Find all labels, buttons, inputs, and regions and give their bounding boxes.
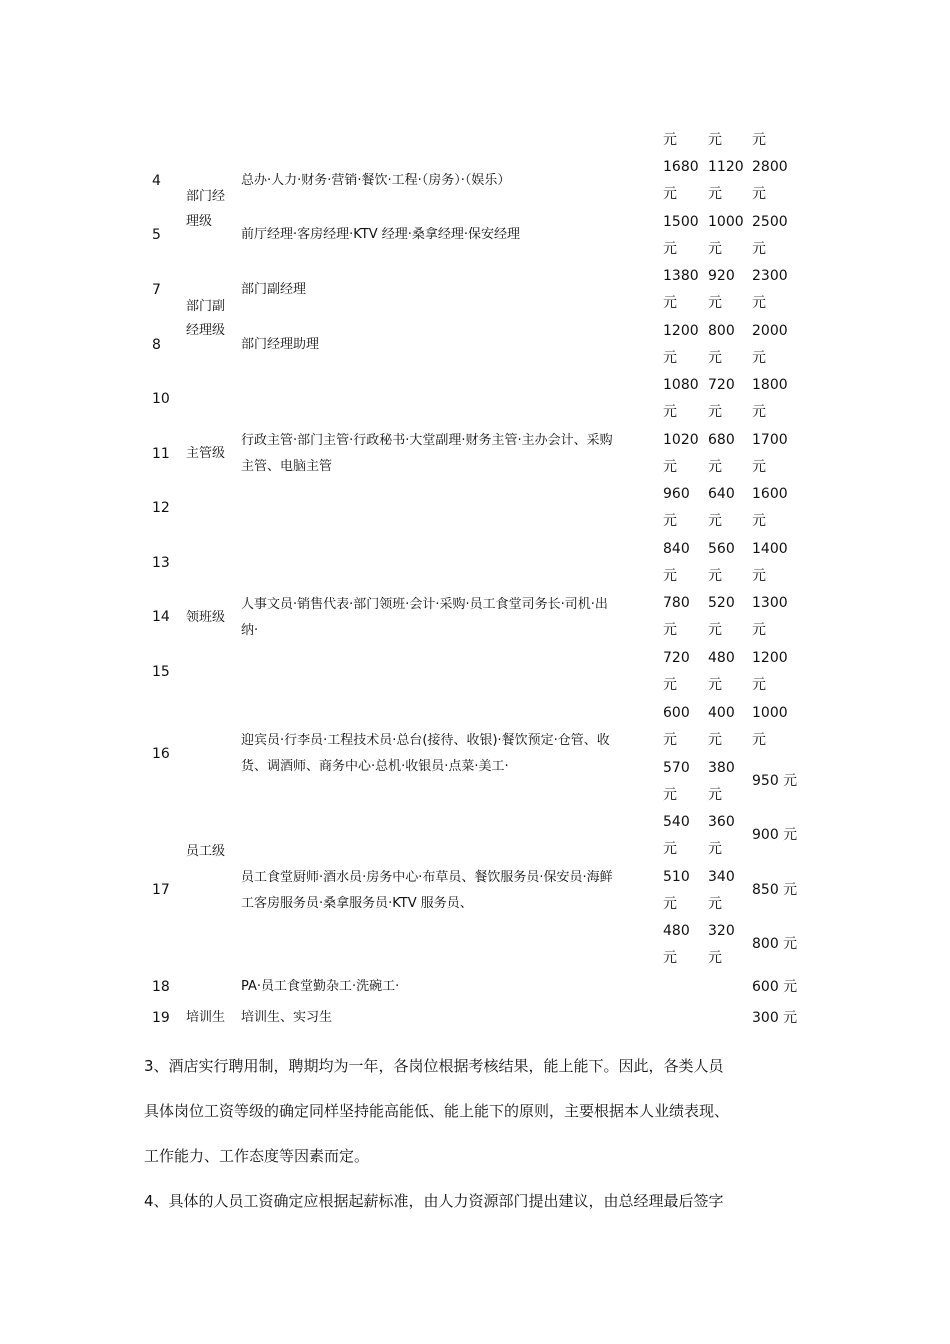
carryover-unit-a: 元: [663, 132, 677, 148]
amount-b: 920: [708, 268, 735, 284]
amount-c: 1300: [752, 595, 788, 611]
amount-unit: 元: [708, 787, 722, 803]
amount-c: 1200: [752, 650, 788, 666]
amount-a: 1020: [663, 432, 699, 448]
row-number: 19: [152, 1010, 170, 1026]
amount-unit: 元: [708, 622, 722, 638]
amount-unit: 元: [663, 622, 677, 638]
row-number: 18: [152, 979, 170, 995]
row-number: 7: [152, 282, 161, 298]
amount-a: 570: [663, 760, 690, 776]
position-list: 主管、电脑主管: [241, 459, 333, 474]
amount-b: 400: [708, 705, 735, 721]
amount-c: 1700: [752, 432, 788, 448]
amount-unit: 元: [752, 513, 766, 529]
amount-c: 900 元: [752, 827, 798, 843]
amount-unit: 元: [708, 732, 722, 748]
position-list: 总办·人力·财务·营销·餐饮·工程·（房务）·（娱乐）: [241, 173, 511, 188]
amount-b: 1120: [708, 159, 744, 175]
amount-b: 340: [708, 869, 735, 885]
row-number: 13: [152, 555, 170, 571]
amount-unit: 元: [708, 241, 722, 257]
amount-unit: 元: [663, 295, 677, 311]
paragraph-3-line: 工作能力、工作态度等因素而定。: [144, 1147, 370, 1165]
amount-b: 520: [708, 595, 735, 611]
amount-a: 1200: [663, 323, 699, 339]
amount-unit: 元: [752, 404, 766, 420]
amount-a: 1380: [663, 268, 699, 284]
position-list: 行政主管·部门主管·行政秘书·大堂副理·财务主管·主办会计、采购: [241, 433, 613, 448]
amount-unit: 元: [752, 677, 766, 693]
amount-unit: 元: [752, 350, 766, 366]
amount-a: 840: [663, 541, 690, 557]
amount-b: 380: [708, 760, 735, 776]
amount-unit: 元: [752, 459, 766, 475]
level-label: 主管级: [186, 446, 226, 461]
paragraph-4-line: 4、具体的人员工资确定应根据起薪标准，由人力资源部门提出建议，由总经理最后签字: [144, 1192, 724, 1210]
amount-b: 320: [708, 923, 735, 939]
amount-c: 1000: [752, 705, 788, 721]
row-number: 15: [152, 664, 170, 680]
carryover-unit-b: 元: [708, 132, 722, 148]
amount-a: 780: [663, 595, 690, 611]
amount-unit: 元: [663, 241, 677, 257]
amount-a: 1080: [663, 377, 699, 393]
amount-unit: 元: [708, 186, 722, 202]
carryover-unit-c: 元: [752, 132, 766, 148]
amount-a: 1680: [663, 159, 699, 175]
amount-b: 360: [708, 814, 735, 830]
amount-unit: 元: [663, 568, 677, 584]
amount-unit: 元: [663, 404, 677, 420]
position-list: 人事文员·销售代表·部门领班·会计·采购·员工食堂司务长·司机·出: [241, 597, 608, 612]
amount-c: 2300: [752, 268, 788, 284]
position-list: 工客房服务员·桑拿服务员·KTV 服务员、: [241, 896, 473, 911]
paragraph-3-line: 3、酒店实行聘用制，聘期均为一年，各岗位根据考核结果，能上能下。因此，各类人员: [144, 1057, 724, 1075]
amount-c: 2000: [752, 323, 788, 339]
amount-a: 960: [663, 486, 690, 502]
row-number: 8: [152, 337, 161, 353]
position-list: 货、调酒师、商务中心·总机·收银员·点菜·美工·: [241, 759, 509, 774]
amount-b: 560: [708, 541, 735, 557]
amount-c: 2800: [752, 159, 788, 175]
row-number: 17: [152, 882, 170, 898]
amount-unit: 元: [752, 241, 766, 257]
amount-a: 540: [663, 814, 690, 830]
amount-c: 850 元: [752, 882, 798, 898]
amount-unit: 元: [663, 350, 677, 366]
position-list: 培训生、实习生: [241, 1010, 333, 1025]
amount-a: 510: [663, 869, 690, 885]
amount-c: 2500: [752, 214, 788, 230]
row-number: 4: [152, 173, 161, 189]
amount-unit: 元: [663, 677, 677, 693]
amount-unit: 元: [708, 459, 722, 475]
amount-unit: 元: [708, 568, 722, 584]
level-label: 经理级: [186, 323, 226, 338]
amount-unit: 元: [663, 787, 677, 803]
paragraph-3-line: 具体岗位工资等级的确定同样坚持能高能低、能上能下的原则，主要根据本人业绩表现、: [144, 1102, 730, 1120]
amount-unit: 元: [752, 622, 766, 638]
amount-unit: 元: [663, 186, 677, 202]
row-number: 5: [152, 227, 161, 243]
amount-a: 720: [663, 650, 690, 666]
amount-unit: 元: [708, 513, 722, 529]
amount-a: 1500: [663, 214, 699, 230]
amount-unit: 元: [708, 841, 722, 857]
level-label: 部门经: [186, 189, 226, 204]
amount-b: 640: [708, 486, 735, 502]
amount-unit: 元: [663, 732, 677, 748]
level-label: 部门副: [186, 299, 226, 314]
amount-unit: 元: [752, 295, 766, 311]
amount-b: 1000: [708, 214, 744, 230]
row-number: 12: [152, 500, 170, 516]
row-number: 11: [152, 446, 170, 462]
position-list: 迎宾员·行李员·工程技术员·总台(接待、收银)·餐饮预定·仓管、收: [241, 733, 610, 748]
amount-c: 950 元: [752, 773, 798, 789]
amount-unit: 元: [708, 677, 722, 693]
position-list: 前厅经理·客房经理·KTV 经理·桑拿经理·保安经理: [241, 227, 521, 242]
amount-a: 600: [663, 705, 690, 721]
amount-b: 480: [708, 650, 735, 666]
position-list: 部门副经理: [241, 282, 307, 297]
amount-c: 300 元: [752, 1010, 798, 1026]
position-list: 部门经理助理: [241, 337, 320, 352]
amount-unit: 元: [663, 459, 677, 475]
position-list: 纳·: [241, 623, 259, 638]
amount-c: 800 元: [752, 936, 798, 952]
amount-b: 680: [708, 432, 735, 448]
level-label: 员工级: [186, 844, 226, 859]
level-label: 理级: [186, 214, 213, 229]
amount-unit: 元: [663, 513, 677, 529]
amount-unit: 元: [708, 404, 722, 420]
row-number: 16: [152, 746, 170, 762]
amount-unit: 元: [708, 295, 722, 311]
position-list: 员工食堂厨师·酒水员·房务中心·布草员、餐饮服务员·保安员·海鲜: [241, 870, 613, 885]
amount-unit: 元: [663, 841, 677, 857]
amount-unit: 元: [752, 568, 766, 584]
amount-c: 1400: [752, 541, 788, 557]
amount-unit: 元: [663, 896, 677, 912]
amount-unit: 元: [752, 732, 766, 748]
amount-unit: 元: [708, 896, 722, 912]
position-list: PA·员工食堂勤杂工·洗碗工·: [241, 979, 400, 994]
amount-unit: 元: [708, 350, 722, 366]
amount-c: 1800: [752, 377, 788, 393]
level-label: 培训生: [186, 1010, 226, 1025]
row-number: 14: [152, 609, 170, 625]
row-number: 10: [152, 391, 170, 407]
amount-c: 600 元: [752, 979, 798, 995]
amount-unit: 元: [752, 186, 766, 202]
amount-a: 480: [663, 923, 690, 939]
amount-unit: 元: [708, 950, 722, 966]
amount-unit: 元: [663, 950, 677, 966]
amount-b: 800: [708, 323, 735, 339]
level-label: 领班级: [186, 610, 226, 625]
amount-b: 720: [708, 377, 735, 393]
amount-c: 1600: [752, 486, 788, 502]
